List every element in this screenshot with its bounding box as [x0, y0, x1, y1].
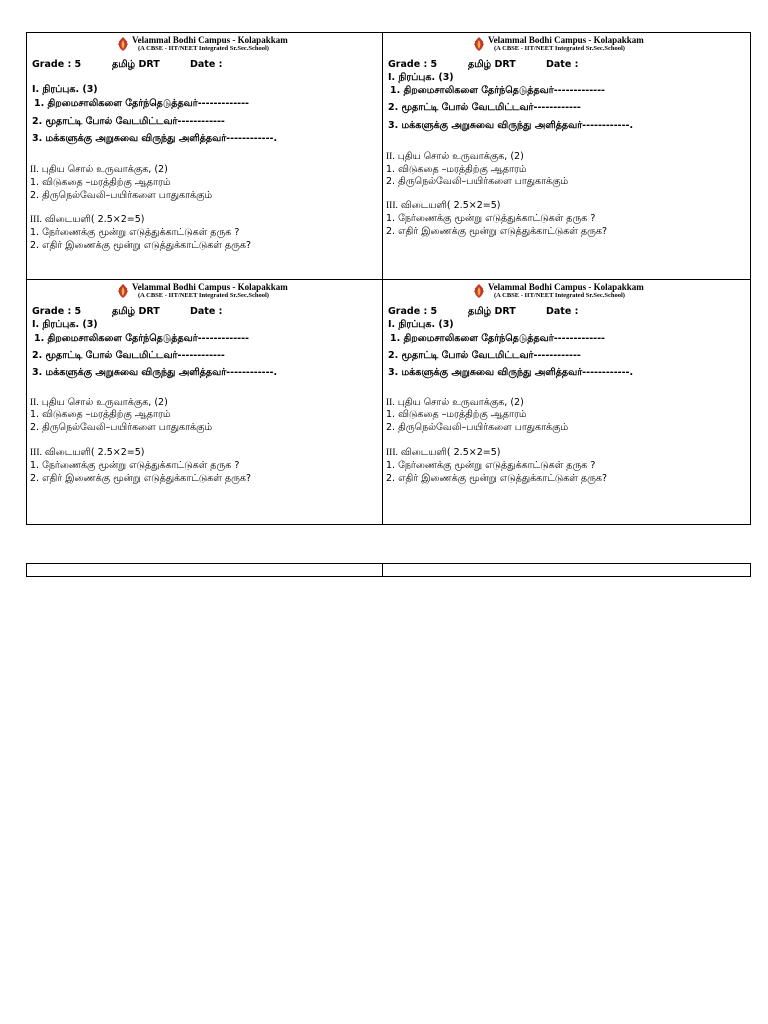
section2-q1: 1. விடுகதை –மரத்திற்கு ஆதாரம்	[386, 164, 527, 175]
school-affiliation: (A CBSE - IIT/NEET Integrated Sr.Sec.School)	[494, 45, 625, 52]
section3-title: விடையளி( 2.5×2=5)	[397, 200, 501, 211]
section3-title: விடையளி( 2.5×2=5)	[41, 214, 145, 225]
date-label: Date :	[546, 59, 579, 70]
section1-title: I. நிரப்புக. (3)	[388, 319, 454, 330]
school-logo-icon	[116, 36, 130, 52]
school-name: Velammal Bodhi Campus - Kolapakkam	[488, 282, 644, 292]
section3-roman: III.	[30, 448, 42, 458]
section1-q3: 3. மக்களுக்கு அறுசுவை விருந்து அளித்தவர்------------.	[388, 120, 634, 131]
section3-heading	[30, 214, 144, 226]
section2-title: புதிய சொல் உருவாக்குக, (2)	[394, 397, 524, 408]
section2-heading	[30, 397, 168, 409]
card-header	[28, 34, 378, 56]
section1-title: I. நிரப்புக. (3)	[388, 72, 454, 83]
section3-heading	[386, 447, 500, 459]
section3-q2: 2. எதிர் இணைக்கு மூன்று எடுத்துக்காட்டுகள் தருக?	[386, 226, 608, 237]
date-label: Date :	[190, 306, 223, 317]
section2-title: புதிய சொல் உருவாக்குக, (2)	[38, 397, 168, 408]
grade-label: Grade : 5	[32, 59, 82, 70]
card-header	[384, 34, 734, 56]
section1-q2: 2. மூதாட்டி போல் வேடமிட்டவர்------------	[388, 350, 581, 361]
school-logo-icon	[472, 36, 486, 52]
section3-heading	[386, 200, 500, 212]
section2-q1: 1. விடுகதை –மரத்திற்கு ஆதாரம்	[386, 409, 527, 420]
section1-q1: 1. திறமைசாலிகளை தேர்ந்தெடுத்தவர்-------------	[390, 85, 605, 96]
school-affiliation: (A CBSE - IIT/NEET Integrated Sr.Sec.School)	[138, 45, 269, 52]
subject-label: தமிழ் DRT	[112, 59, 160, 70]
section2-roman: II.	[386, 398, 395, 408]
section3-q1: 1. நேர்ணைக்கு மூன்று எடுத்துக்காட்டுகள் தருக ?	[386, 460, 596, 471]
school-name: Velammal Bodhi Campus - Kolapakkam	[132, 282, 288, 292]
section2-roman: II.	[30, 398, 39, 408]
section2-q2: 2. திருநெல்வேலி–பயிர்களை பாதுகாக்கும்	[30, 422, 213, 433]
subject-label: தமிழ் DRT	[112, 306, 160, 317]
section2-heading	[386, 397, 524, 409]
section3-q1: 1. நேர்ணைக்கு மூன்று எடுத்துக்காட்டுகள் தருக ?	[30, 227, 240, 238]
section2-heading	[386, 151, 524, 163]
section2-roman: II.	[386, 152, 395, 162]
worksheet-card	[28, 281, 378, 521]
section2-roman: II.	[30, 165, 39, 175]
school-logo-icon	[472, 283, 486, 299]
section1-q1: 1. திறமைசாலிகளை தேர்ந்தெடுத்தவர்-------------	[34, 98, 249, 109]
grade-label: Grade : 5	[388, 59, 438, 70]
date-label: Date :	[546, 306, 579, 317]
date-label: Date :	[190, 59, 223, 70]
section3-q1: 1. நேர்ணைக்கு மூன்று எடுத்துக்காட்டுகள் தருக ?	[386, 213, 596, 224]
section1-q1: 1. திறமைசாலிகளை தேர்ந்தெடுத்தவர்-------------	[390, 333, 605, 344]
section3-roman: III.	[386, 201, 398, 211]
section1-q3: 3. மக்களுக்கு அறுசுவை விருந்து அளித்தவர்------------.	[388, 367, 634, 378]
grid-horizontal-divider	[26, 279, 751, 280]
section1-q1: 1. திறமைசாலிகளை தேர்ந்தெடுத்தவர்-------------	[34, 333, 249, 344]
section2-q1: 1. விடுகதை –மரத்திற்கு ஆதாரம்	[30, 409, 171, 420]
worksheet-card	[28, 34, 378, 274]
empty-table-row	[26, 563, 751, 577]
worksheet-card	[384, 281, 734, 521]
section2-title: புதிய சொல் உருவாக்குக, (2)	[394, 151, 524, 162]
section1-title: I. நிரப்புக. (3)	[32, 319, 98, 330]
grade-label: Grade : 5	[32, 306, 82, 317]
section1-q2: 2. மூதாட்டி போல் வேடமிட்டவர்------------	[388, 102, 581, 113]
school-affiliation: (A CBSE - IIT/NEET Integrated Sr.Sec.School)	[494, 292, 625, 299]
card-header	[384, 281, 734, 303]
section3-q2: 2. எதிர் இணைக்கு மூன்று எடுத்துக்காட்டுகள் தருக?	[386, 473, 608, 484]
section2-title: புதிய சொல் உருவாக்குக, (2)	[38, 164, 168, 175]
section2-q2: 2. திருநெல்வேலி–பயிர்களை பாதுகாக்கும்	[386, 422, 569, 433]
subject-label: தமிழ் DRT	[468, 59, 516, 70]
subject-label: தமிழ் DRT	[468, 306, 516, 317]
section3-title: விடையளி( 2.5×2=5)	[41, 447, 145, 458]
section3-q2: 2. எதிர் இணைக்கு மூன்று எடுத்துக்காட்டுகள் தருக?	[30, 473, 252, 484]
section3-roman: III.	[30, 215, 42, 225]
empty-table-divider	[382, 563, 383, 577]
section1-q2: 2. மூதாட்டி போல் வேடமிட்டவர்------------	[32, 350, 225, 361]
school-name: Velammal Bodhi Campus - Kolapakkam	[132, 35, 288, 45]
section1-title: I. நிரப்புக. (3)	[32, 84, 98, 95]
school-affiliation: (A CBSE - IIT/NEET Integrated Sr.Sec.School)	[138, 292, 269, 299]
section3-q2: 2. எதிர் இணைக்கு மூன்று எடுத்துக்காட்டுகள் தருக?	[30, 240, 252, 251]
section2-heading	[30, 164, 168, 176]
school-logo-icon	[116, 283, 130, 299]
section3-title: விடையளி( 2.5×2=5)	[397, 447, 501, 458]
section2-q1: 1. விடுகதை –மரத்திற்கு ஆதாரம்	[30, 177, 171, 188]
section3-roman: III.	[386, 448, 398, 458]
section3-q1: 1. நேர்ணைக்கு மூன்று எடுத்துக்காட்டுகள் தருக ?	[30, 460, 240, 471]
card-header	[28, 281, 378, 303]
worksheet-card	[384, 34, 734, 274]
section3-heading	[30, 447, 144, 459]
section2-q2: 2. திருநெல்வேலி–பயிர்களை பாதுகாக்கும்	[386, 176, 569, 187]
school-name: Velammal Bodhi Campus - Kolapakkam	[488, 35, 644, 45]
section1-q2: 2. மூதாட்டி போல் வேடமிட்டவர்------------	[32, 116, 225, 127]
section1-q3: 3. மக்களுக்கு அறுசுவை விருந்து அளித்தவர்------------.	[32, 133, 278, 144]
section1-q3: 3. மக்களுக்கு அறுசுவை விருந்து அளித்தவர்------------.	[32, 367, 278, 378]
grade-label: Grade : 5	[388, 306, 438, 317]
section2-q2: 2. திருநெல்வேலி–பயிர்களை பாதுகாக்கும்	[30, 190, 213, 201]
